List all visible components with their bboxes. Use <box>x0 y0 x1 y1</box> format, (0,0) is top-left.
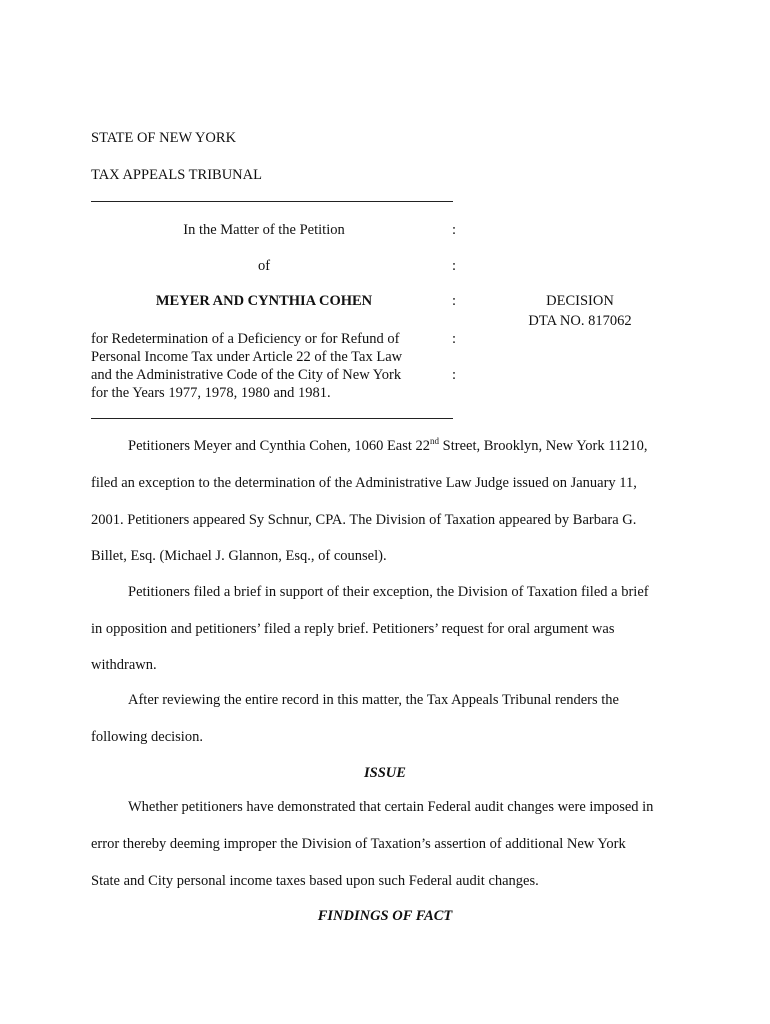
dta-number: DTA NO. 817062 <box>528 313 632 329</box>
paragraph-line: filed an exception to the determination of the Administrative Law Judge issued on January 11, <box>91 475 637 491</box>
caption-top-rule <box>91 201 453 202</box>
paragraph-line: withdrawn. <box>91 657 157 673</box>
caption-purpose-line: for the Years 1977, 1978, 1980 and 1981. <box>91 385 331 401</box>
caption-colon: : <box>452 331 457 347</box>
caption-purpose-line: and the Administrative Code of the City of New York <box>91 367 402 383</box>
caption-purpose <box>91 330 402 402</box>
caption-colon: : <box>452 258 457 274</box>
caption-bottom-rule <box>91 418 453 419</box>
text-run: Street, Brooklyn, New York 11210, <box>439 438 648 454</box>
issue-heading: ISSUE <box>364 765 406 781</box>
paragraph-line: in opposition and petitioners’ filed a reply brief. Petitioners’ request for oral argument was <box>91 621 615 637</box>
decision-label: DECISION <box>546 293 614 309</box>
ordinal-suffix: nd <box>430 436 440 446</box>
caption-colon: : <box>452 293 457 309</box>
tribunal-heading: TAX APPEALS TRIBUNAL <box>91 167 262 183</box>
matter-line: In the Matter of the Petition <box>183 222 345 238</box>
caption-purpose-line: Personal Income Tax under Article 22 of the Tax Law <box>91 349 403 365</box>
paragraph-line: 2001. Petitioners appeared Sy Schnur, CPA. The Division of Taxation appeared by Barbara G. <box>91 512 637 528</box>
paragraph-line: State and City personal income taxes based upon such Federal audit changes. <box>91 873 539 889</box>
paragraph-line: following decision. <box>91 729 203 745</box>
paragraph-line: Petitioners filed a brief in support of their exception, the Division of Taxation filed a brief <box>128 584 649 600</box>
findings-heading: FINDINGS OF FACT <box>317 908 453 924</box>
paragraph-line <box>128 437 648 455</box>
caption-colon: : <box>452 222 457 238</box>
paragraph-line: Whether petitioners have demonstrated that certain Federal audit changes were imposed in <box>128 799 654 815</box>
state-heading: STATE OF NEW YORK <box>91 130 237 146</box>
paragraph-line: Billet, Esq. (Michael J. Glannon, Esq., of counsel). <box>91 548 387 564</box>
caption-purpose-line: for Redetermination of a Deficiency or for Refund of <box>91 331 400 347</box>
paragraph-line: After reviewing the entire record in this matter, the Tax Appeals Tribunal renders the <box>128 692 619 708</box>
of-line: of <box>257 258 271 274</box>
petitioners-name: MEYER AND CYNTHIA COHEN <box>155 293 373 309</box>
caption-colon: : <box>452 367 457 383</box>
paragraph-line: error thereby deeming improper the Division of Taxation’s assertion of additional New York <box>91 836 626 852</box>
text-run: Petitioners Meyer and Cynthia Cohen, 1060 East 22 <box>128 438 431 454</box>
